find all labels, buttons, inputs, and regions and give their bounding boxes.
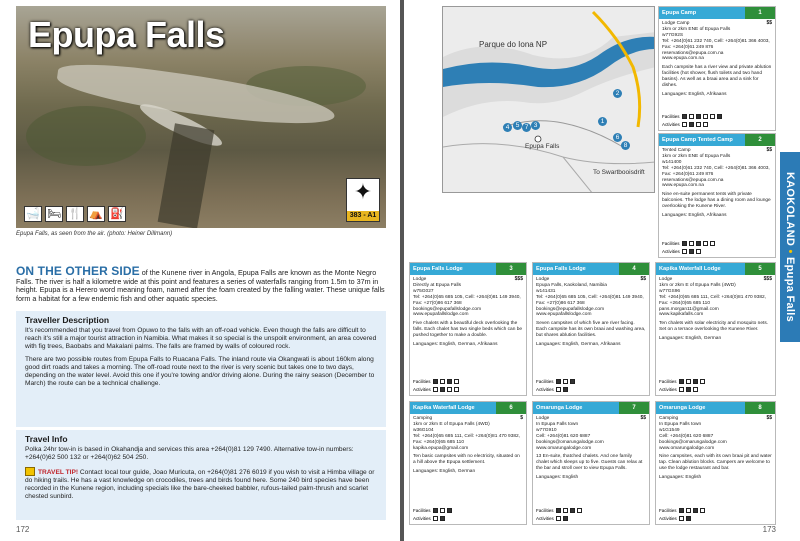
listing-card [532, 401, 650, 525]
card-contact: Tel: +264(0)65 685 105, Cell: +264(0)81 149 3940, Fax: +27(0)86 617 368 [536, 294, 644, 306]
traveller-paragraph-2: There are two possible routes from Epupa Falls to Ruacana Falls. The inland route via Okangwati is about 160km along good dirt roads and takes a morning. The off-road route next to the river is very scenic but takes one to two days, depending on the water level. Avoid this one if you're towing and/or driving alone. During the rainy season (December to March) the route can be a technical challenge. [25, 356, 375, 387]
card-coords: w36G104 [413, 427, 434, 433]
card-price: $$ [766, 147, 772, 153]
card-description: Ten chalets with solar electricity and mosquito nets. Set on a terrace overlooking the Kunene River. [659, 321, 769, 333]
activities-label: Activities [659, 387, 677, 392]
map-town-label: Epupa Falls [525, 143, 560, 150]
page-number-left: 172 [16, 525, 30, 534]
activities-label: Activities [662, 249, 680, 254]
card-languages: Languages: English, Afrikaans [662, 91, 727, 97]
card-coords: w77G92S [662, 32, 684, 38]
card-price: $$$ [763, 276, 772, 282]
travel-info-heading: Travel Info [25, 434, 68, 444]
card-name: Omarunga Lodge [656, 402, 745, 414]
intro-paragraph [16, 264, 386, 303]
map-reference-badge [346, 178, 380, 222]
photo-title: Epupa Falls [28, 14, 225, 55]
map-road-label: To Swartbooisdrift [593, 169, 645, 176]
camping-icon: ⛺ [87, 206, 105, 222]
card-contact: Tel: +264(0)65 685 111, Cell: +264(0)81 470 9382, Fax: +264(0)65 685 110 [659, 294, 767, 306]
facilities-label: Facilities [413, 508, 431, 513]
card-name: Kapika Waterfall Lodge [410, 402, 496, 414]
card-web: www.epupafallslodge.com [413, 312, 469, 318]
card-description: Nine campsites, each with its own braai pit and water tap. Clean ablution blocks. Campers are welcome to use the lodge restaurant and bar. [659, 454, 772, 472]
card-price: $$$ [514, 276, 523, 282]
region-side-tab [780, 152, 800, 342]
map-marker-5: 5 [513, 121, 522, 130]
card-price: $$ [766, 20, 772, 26]
card-email: bookings@omarungalodge.com [659, 439, 727, 445]
travel-tip [25, 467, 377, 501]
card-type: Lodge [413, 277, 427, 282]
map-marker-4: 4 [503, 123, 512, 132]
region-bullet: • [784, 249, 796, 254]
card-languages: Languages: English [536, 475, 579, 481]
facilities-label: Facilities [662, 241, 680, 246]
map-graphic [443, 7, 655, 193]
card-location: Directly at Epupa Falls [413, 282, 461, 288]
map-marker-3: 3 [531, 121, 540, 130]
card-price: $$ [640, 415, 646, 421]
card-name: Epupa Falls Lodge [533, 263, 619, 275]
intro-text: of the Kunene river in Angola, Epupa Falls are known as the Monte Negro Falls. The river is half a kilometre wide at this point and features a series of waterfalls ranging from 1.5m to 37m in height. Epupa is a Herero word meaning foam, named after the foam created by the falling water. These unique falls form a habitat for a few endemic fish and other aquatic species. [16, 268, 385, 303]
card-type: Camping [413, 416, 433, 421]
intro-lead: ON THE OTHER SIDE [16, 264, 140, 278]
card-contact: Tel: +264(0)65 685 111, Cell: +264(0)81 470 9382, Fax: +264(0)65 685 110 [413, 433, 521, 445]
epupa-falls-aerial-photo [16, 6, 386, 228]
card-price: $$ [640, 276, 646, 282]
card-type: Tented Camp [662, 148, 691, 153]
card-email: reservations@epupa.com.na [662, 50, 724, 56]
card-contact: Tel: +264(0)61 232 740, Cell: +264(0)81 366 4003, Fax: +264(0)61 249 876 [662, 38, 770, 50]
card-description: Nine en-suite permanent tents with private balconies. The lodge has a dining room and lounge overlooking the Kunene River. [662, 192, 771, 210]
card-languages: Languages: English, German, Afrikaans [413, 342, 498, 348]
card-description: Each campsite has a river view and private ablution facilities (hot shower, flush toilets and two hand basins). As well as a braai area and a sink for dishes. [662, 65, 772, 89]
card-web: www.epupafallslodge.com [536, 312, 592, 318]
right-page [404, 0, 800, 541]
card-web: www.kapikafalls.com [659, 312, 704, 318]
card-location: 1km or 2km ENE of Epupa Falls [662, 153, 731, 159]
card-location: 1km or 2km E of Epupa Falls (4WD) [659, 282, 736, 288]
area-map [442, 6, 655, 193]
card-contact: Tel: +264(0)61 232 740, Cell: +264(0)81 366 4003, Fax: +264(0)61 249 876 [662, 165, 770, 177]
card-web: www.omarungalodge.com [659, 445, 715, 451]
card-email: reservations@epupa.com.na [662, 177, 724, 183]
listing-card [655, 401, 776, 525]
map-marker-7: 7 [522, 123, 531, 132]
map-marker-1: 1 [598, 117, 607, 126]
facilities-label: Facilities [536, 508, 554, 513]
card-name: Kapika Waterfall Lodge [656, 263, 745, 275]
card-price: $ [520, 415, 523, 421]
card-name: Epupa Camp [659, 7, 745, 19]
card-contact: Cell: +264(0)81 620 6887 [659, 433, 714, 439]
card-web: www.epupa.com.na [662, 56, 704, 62]
card-description: Ten basic campsites with no electricity, situated on a hill above the Epupa settlement. [413, 454, 520, 466]
card-type: Lodge [536, 277, 550, 282]
card-email: pans.morgan11@gmail.com [659, 306, 719, 312]
card-name: Omarunga Lodge [533, 402, 619, 414]
restaurant-icon: 🍴 [66, 206, 84, 222]
card-location: In Epupa Falls town [659, 421, 702, 427]
card-coords: w77G910 [536, 427, 557, 433]
card-languages: Languages: English, German, Afrikaans [536, 342, 621, 348]
tip-icon [25, 467, 35, 476]
card-number: 8 [745, 402, 775, 414]
card-email: bookings@epupafallslodge.com [536, 306, 605, 312]
card-coords: w1G1549 [659, 427, 680, 433]
activities-label: Activities [659, 516, 677, 521]
listing-card [409, 401, 527, 525]
card-languages: Languages: English [659, 475, 702, 481]
page-number-right: 173 [762, 525, 776, 534]
card-email: bookings@omarungalodge.com [536, 439, 604, 445]
card-number: 3 [496, 263, 526, 275]
card-number: 7 [619, 402, 649, 414]
card-email: kapika.epupa@gmail.com [413, 445, 469, 451]
amenity-icons [24, 206, 126, 222]
listing-card [658, 6, 776, 131]
photo-caption: Epupa Falls, as seen from the air. (photo: Heiner Dillmann) [16, 231, 173, 237]
map-marker-6: 6 [613, 133, 622, 142]
card-type: Lodge Camp [662, 21, 690, 26]
region-place: Epupa Falls [784, 257, 796, 323]
tip-text: Contact local tour guide, Joao Muricuta, on +264(0)81 276 6019 if you wish to visit a Himba village or do hiking trails. He has a vast knowledge on crocodiles, trees and birds found here. Some 240 bird species have been recorded in the Kunene region, including specials like the bare-cheeked babbler, rufous-tailed palm-thrush and scarlet chested sunbird. [25, 469, 375, 500]
facilities-label: Facilities [659, 508, 677, 513]
card-languages: Languages: English, German [659, 336, 722, 342]
card-price: $$ [766, 415, 772, 421]
card-languages: Languages: English, German [413, 469, 476, 475]
activities-label: Activities [413, 516, 431, 521]
travel-info-box [16, 430, 386, 520]
map-park-label: Parque do Iona NP [479, 40, 548, 49]
traveller-paragraph-1: It's recommended that you travel from Opuwo to the falls with an off-road vehicle. Even though the falls are difficult to reach it's still a major tourist attraction in Namibia. What makes it so special is the unspoilt environment, an area covered with fig trees, Baobabs and Makalani palms. The falls are framed by walls of coloured rock. [25, 327, 377, 350]
card-number: 6 [496, 402, 526, 414]
tip-label: TRAVEL TIP! [38, 469, 79, 476]
card-location: In Epupa Falls town [536, 421, 579, 427]
card-type: Lodge [659, 277, 673, 282]
card-coords: w77GS96 [659, 288, 681, 294]
card-name: Epupa Falls Lodge [410, 263, 496, 275]
card-web: www.epupa.com.na [662, 183, 704, 189]
traveller-description-box [16, 311, 386, 427]
facilities-label: Facilities [536, 379, 554, 384]
fuel-icon: ⛽ [108, 206, 126, 222]
facilities-label: Facilities [659, 379, 677, 384]
activities-label: Activities [536, 516, 554, 521]
activities-label: Activities [413, 387, 431, 392]
card-location: Epupa Falls, Kaokoland, Namibia [536, 282, 607, 288]
bath-icon: 🛁 [24, 206, 42, 222]
card-web: www.omarungalodge.com [536, 445, 592, 451]
travel-info-paragraph: Polka 24hr tow-in is based in Okahandja and services this area +264(0)81 129 7490. Alternative tow-in numbers: +264(0)62 500 132 or +264(0)62 504 250. [25, 446, 354, 461]
card-coords: w141400 [662, 159, 682, 165]
card-number: 5 [745, 263, 775, 275]
facilities-label: Facilities [413, 379, 431, 384]
card-description: Five chalets with a beautiful deck overlooking the falls. Each chalet has two single beds which can be pushed together to make a double. [413, 321, 523, 339]
map-marker-8: 8 [621, 141, 630, 150]
card-location: 1km or 2km ENE of Epupa Falls [662, 26, 731, 32]
card-location: 1km or 2km E of Epupa Falls (4WD) [413, 421, 490, 427]
activities-label: Activities [536, 387, 554, 392]
listing-card [655, 262, 776, 396]
compass-icon: ✦ [353, 179, 373, 204]
card-number: 1 [745, 7, 775, 19]
card-number: 2 [745, 134, 775, 146]
map-marker-2: 2 [613, 89, 622, 98]
card-languages: Languages: English, Afrikaans [662, 213, 727, 219]
map-reference: 383 - A1 [347, 211, 379, 221]
card-type: Lodge [536, 416, 550, 421]
card-name: Epupa Camp Tented Camp [659, 134, 745, 146]
bed-icon: 🛏 [45, 206, 63, 222]
listing-card [409, 262, 527, 396]
facilities-label: Facilities [662, 114, 680, 119]
listing-card [658, 133, 776, 258]
card-coords: w141431 [536, 288, 556, 294]
card-contact: Tel: +264(0)65 685 105, Cell: +264(0)81 149 3940, Fax: +27(0)86 617 368 [413, 294, 521, 306]
traveller-heading: Traveller Description [25, 315, 110, 325]
card-email: bookings@epupafallslodge.com [413, 306, 482, 312]
listing-card [532, 262, 650, 396]
card-description: Seven campsites of which five are river facing. Each campsite has its own braai and washing area, but shares ablution facilities. [536, 321, 646, 339]
card-contact: Cell: +264(0)81 620 6887 [536, 433, 591, 439]
region-name: KAOKOLAND [784, 171, 796, 247]
card-description: 13 En-suite, thatched chalets. And one family chalet which sleeps up to five. Guests can relax at the bar and stroll over to view Epupa Falls. [536, 454, 643, 472]
card-number: 4 [619, 263, 649, 275]
card-coords: w75G027 [413, 288, 434, 294]
card-type: Camping [659, 416, 679, 421]
activities-label: Activities [662, 122, 680, 127]
